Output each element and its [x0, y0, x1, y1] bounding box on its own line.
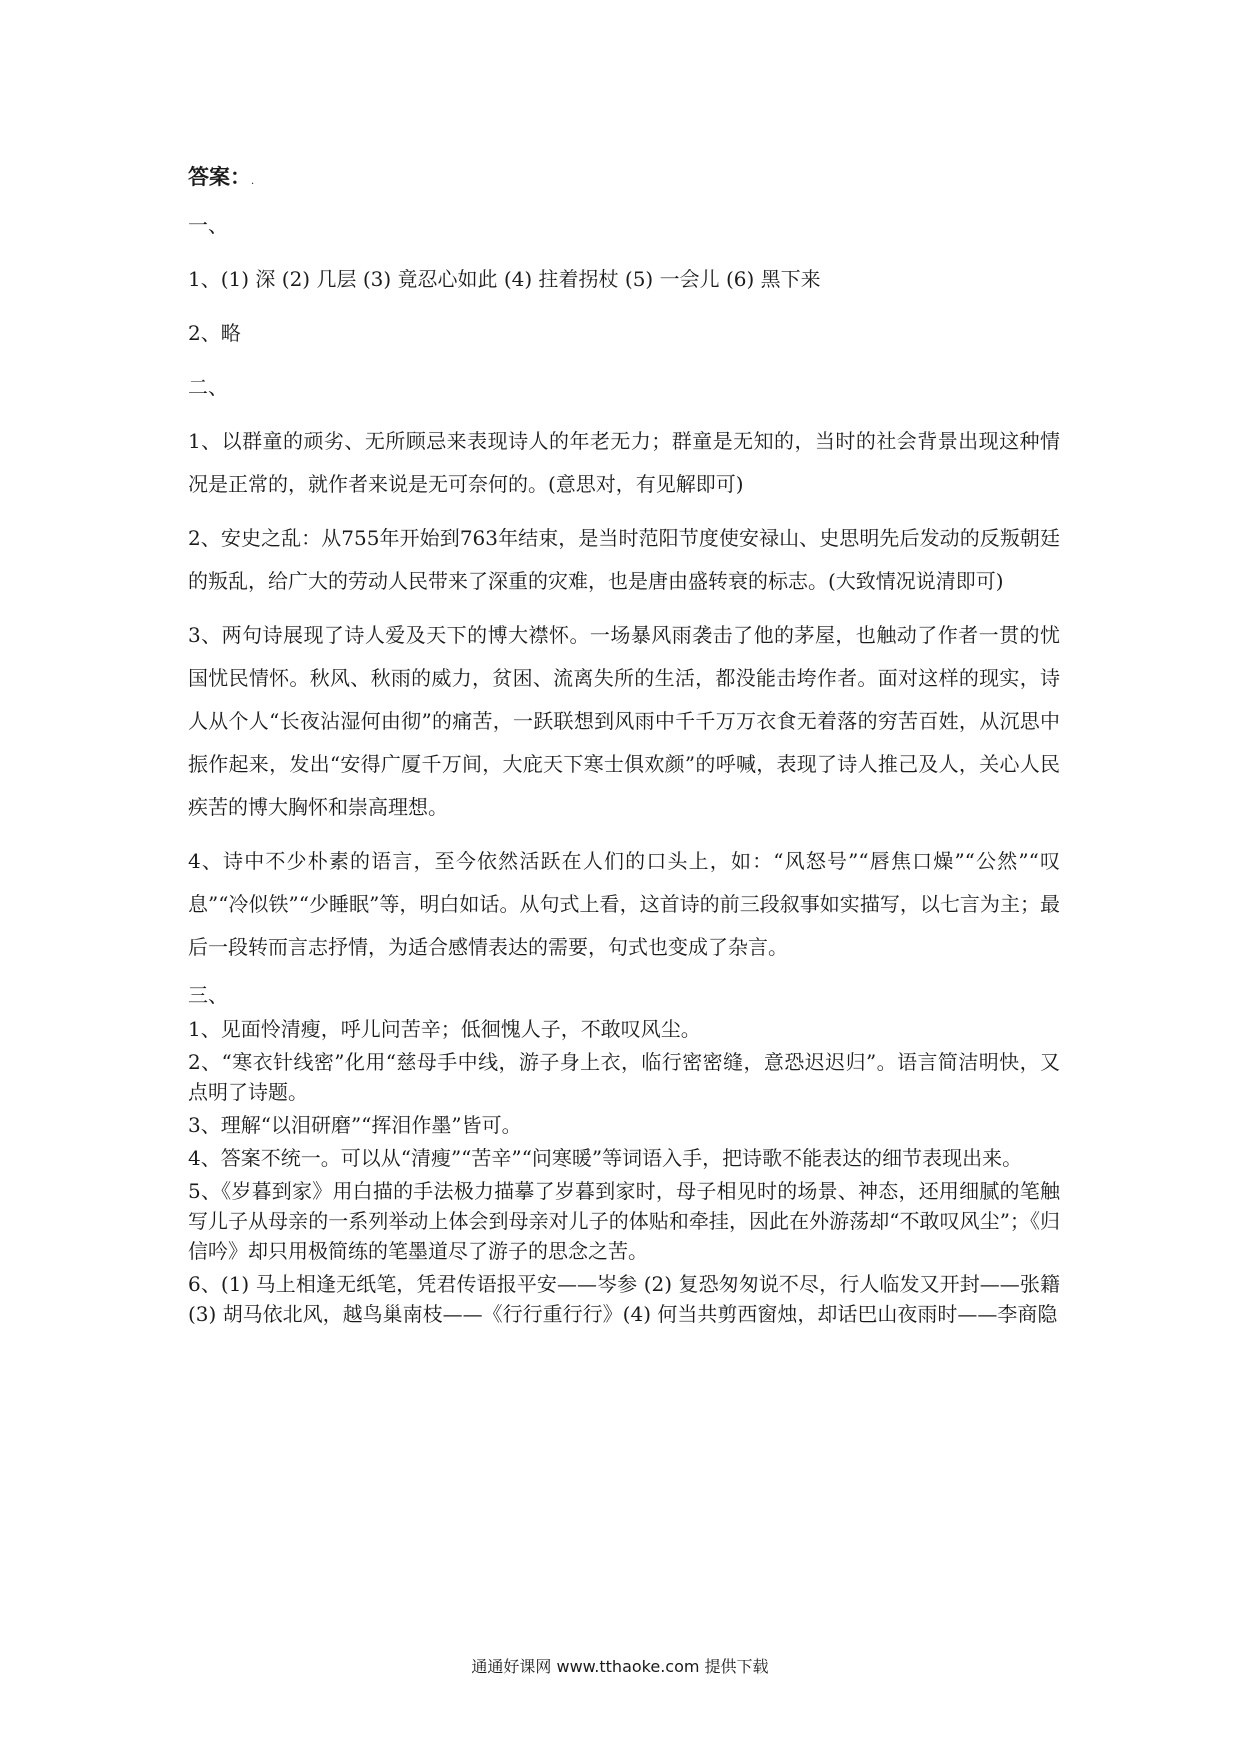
section-1-item-1: 1、(1) 深 (2) 几层 (3) 竟忍心如此 (4) 拄着拐杖 (5) 一会儿 (6) 黑下来	[188, 267, 821, 291]
section-3-item-2: 2、“寒衣针线密”化用“慈母手中线，游子身上衣，临行密密缝，意恐迟迟归”。语言简洁明快，又点明了诗题。	[188, 1050, 1060, 1104]
section-3-item-3: 3、理解“以泪研磨”“挥泪作墨”皆可。	[188, 1113, 522, 1137]
section-2-heading: 二、	[188, 375, 228, 399]
answer-title	[188, 150, 1060, 204]
section-2-item-4: 4、诗中不少朴素的语言，至今依然活跃在人们的口头上，如：“风怒号”“唇焦口燥”“公然”“叹息”“冷似铁”“少睡眠”等，明白如话。从句式上看，这首诗的前三段叙事如实描写，以七言为主；最后一段转而言志抒情，为适合感情表达的需要，句式也变成了杂言。	[188, 849, 1060, 959]
section-3-item-1: 1、见面怜清瘦，呼儿问苦辛；低徊愧人子，不敢叹风尘。	[188, 1017, 701, 1041]
answer-title-mark: .	[251, 176, 255, 187]
answer-title-text: 答案：	[188, 164, 251, 189]
section-2-item-2: 2、安史之乱：从755年开始到763年结束，是当时范阳节度使安禄山、史思明先后发动的反叛朝廷的叛乱，给广大的劳动人民带来了深重的灾难，也是唐由盛转衰的标志。(大致情况说清即可)	[188, 526, 1060, 593]
section-3-heading: 三、	[188, 983, 228, 1007]
section-2-item-1: 1、以群童的顽劣、无所顾忌来表现诗人的年老无力；群童是无知的，当时的社会背景出现这种情况是正常的，就作者来说是无可奈何的。(意思对，有见解即可)	[188, 429, 1060, 496]
section-1-item-2: 2、略	[188, 321, 241, 345]
page-footer: 通通好课网 www.tthaoke.com 提供下载	[471, 1657, 769, 1676]
section-1-heading: 一、	[188, 213, 228, 237]
section-3-item-5: 5、《岁暮到家》用白描的手法极力描摹了岁暮到家时，母子相见时的场景、神态，还用细腻的笔触写儿子从母亲的一系列举动上体会到母亲对儿子的体贴和牵挂，因此在外游荡却“不敢叹风尘”；《归信吟》却只用极简练的笔墨道尽了游子的思念之苦。	[188, 1179, 1060, 1263]
section-3-item-6: 6、(1) 马上相逢无纸笔，凭君传语报平安——岑参 (2) 复恐匆匆说不尽，行人临发又开封——张籍 (3) 胡马依北风，越鸟巢南枝——《行行重行行》(4) 何当共剪西窗烛，却话巴山夜雨时——李商隐	[188, 1272, 1060, 1326]
answer-content	[188, 150, 1060, 1332]
section-3-item-4: 4、答案不统一。可以从“清瘦”“苦辛”“问寒暖”等词语入手，把诗歌不能表达的细节表现出来。	[188, 1146, 1023, 1170]
section-2-item-3: 3、两句诗展现了诗人爱及天下的博大襟怀。一场暴风雨袭击了他的茅屋，也触动了作者一贯的忧国忧民情怀。秋风、秋雨的威力，贫困、流离失所的生活，都没能击垮作者。面对这样的现实，诗人从个人“长夜沾湿何由彻”的痛苦，一跃联想到风雨中千千万万衣食无着落的穷苦百姓，从沉思中振作起来，发出“安得广厦千万间，大庇天下寒士俱欢颜”的呼喊，表现了诗人推己及人，关心人民疾苦的博大胸怀和崇高理想。	[188, 623, 1060, 819]
